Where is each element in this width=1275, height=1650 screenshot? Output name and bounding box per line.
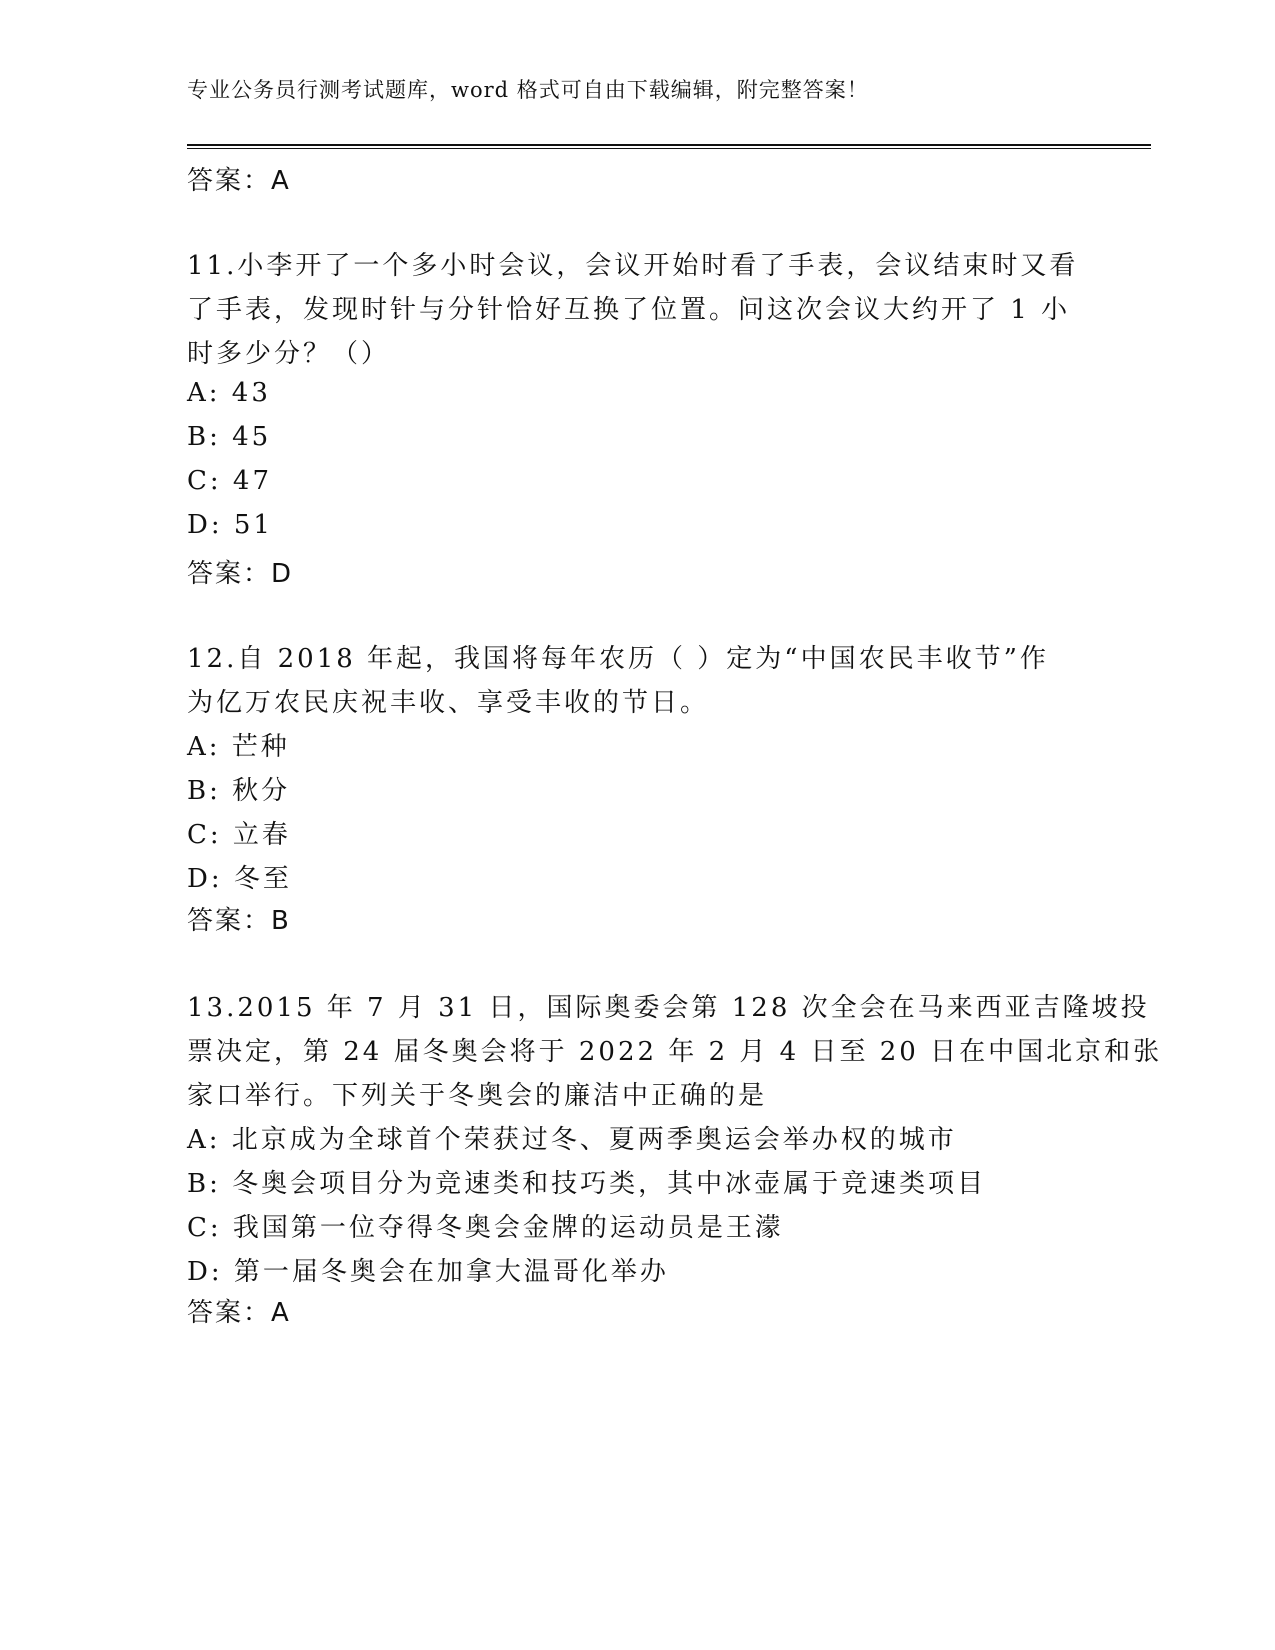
question-12-option-a: A: 芒种 [187,732,290,762]
question-11-option-b: B: 45 [187,422,272,452]
question-11-line-3: 时多少分？（） [187,339,391,369]
question-13-option-a: A: 北京成为全球首个荣获过冬、夏两季奥运会举办权的城市 [187,1125,957,1155]
question-11-option-a: A: 43 [187,378,271,408]
answer-10: 答案：A [187,166,291,196]
question-12-option-c: C: 立春 [187,820,291,850]
question-13-option-d: D: 第一届冬奥会在加拿大温哥化举办 [187,1257,669,1287]
question-13-option-c: C: 我国第一位夺得冬奥会金牌的运动员是王濛 [187,1213,784,1243]
answer-12: 答案：B [187,906,291,936]
question-13-line-2: 票决定，第 24 届冬奥会将于 2022 年 2 月 4 日至 20 日在中国北京和张 [187,1037,1163,1067]
question-12-line-1: 12.自 2018 年起，我国将每年农历（ ）定为“中国农民丰收节”作 [187,644,1049,674]
header-divider [187,144,1151,149]
question-13-line-1: 13.2015 年 7 月 31 日，国际奥委会第 128 次全会在马来西亚吉隆坡投 [187,993,1150,1023]
question-11-line-2: 了手表，发现时针与分针恰好互换了位置。问这次会议大约开了 1 小 [187,295,1071,325]
question-13-line-3: 家口举行。下列关于冬奥会的廉洁中正确的是 [187,1081,768,1111]
answer-11: 答案：D [187,559,294,589]
question-12-option-d: D: 冬至 [187,864,292,894]
question-11-line-1: 11.小李开了一个多小时会议，会议开始时看了手表，会议结束时又看 [187,251,1079,281]
page-header: 专业公务员行测考试题库，word 格式可自由下载编辑，附完整答案！ [187,78,869,102]
question-12-option-b: B: 秋分 [187,776,291,806]
answer-13: 答案：A [187,1298,291,1328]
question-11-option-d: D: 51 [187,510,273,540]
question-11-option-c: C: 47 [187,466,273,496]
question-13-option-b: B: 冬奥会项目分为竞速类和技巧类，其中冰壶属于竞速类项目 [187,1169,987,1199]
question-12-line-2: 为亿万农民庆祝丰收、享受丰收的节日。 [187,688,710,718]
